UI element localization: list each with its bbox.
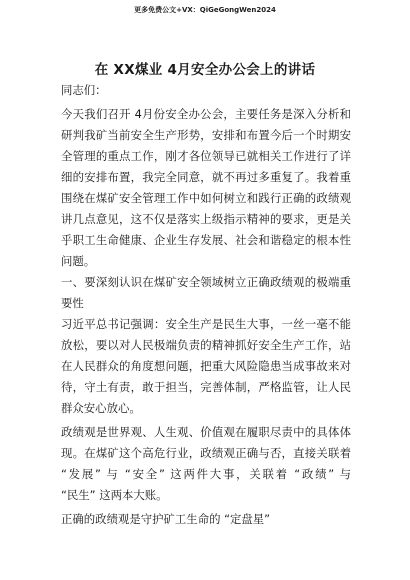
paragraph-line: 细的安排布置，我完全同意，就不再过多重复了。我着重 — [61, 170, 351, 184]
paragraph-line: 待，守土有责，敢于担当，完善体制，严格监管，让人民 — [61, 380, 351, 394]
paragraph-line: “发展” 与 “安全” 这两件大事，关联着 “政绩” 与 — [61, 467, 351, 481]
paragraph-line: 今天我们召开 4月份安全办公会，主要任务是深入分析和 — [61, 107, 351, 121]
paragraph-line: 问题。 — [61, 254, 96, 268]
section-heading: 一、要深刻认识在煤矿安全领域树立正确政绩观的极端重 — [61, 275, 351, 289]
paragraph-line: 放松，要以对人民极端负责的精神抓好安全生产工作，站 — [61, 338, 351, 352]
paragraph-line: 全管理的重点工作，刚才各位领导已就相关工作进行了详 — [61, 149, 351, 163]
paragraph-line: 讲几点意见，这不仅是落实上级指示精神的要求，更是关 — [61, 212, 351, 226]
greeting: 同志们： — [61, 83, 107, 97]
paragraph-line: 现。在煤矿这个高危行业，政绩观正确与否，直接关联着 — [61, 446, 351, 460]
paragraph-line: 习近平总书记强调：安全生产是民生大事，一丝一毫不能 — [61, 317, 351, 331]
paragraph-line: 围绕在煤矿安全管理工作中如何树立和践行正确的政绩观 — [61, 191, 351, 205]
subsection-heading: 正确的政绩观是守护矿工生命的 “定盘星” — [61, 512, 271, 526]
section-heading: 要性 — [61, 296, 84, 310]
paragraph-line: 政绩观是世界观、人生观、价值观在履职尽责中的具体体 — [61, 425, 351, 439]
paragraph-line: 乎职工生命健康、企业生存发展、社会和谐稳定的根本性 — [61, 233, 351, 247]
page-title: 在 XX煤业 4月安全办公会上的讲话 — [94, 62, 316, 78]
paragraph-line: 群众安心放心。 — [61, 401, 141, 415]
header-note: 更多免费公文+VX：QiGeGongWen2024 — [134, 6, 276, 14]
paragraph-line: 在人民群众的角度想问题，把重大风险隐患当成事故来对 — [61, 359, 351, 373]
paragraph-line: “民生” 这两本大账。 — [61, 488, 168, 502]
paragraph-line: 研判我矿当前安全生产形势，安排和布置今后一个时期安 — [61, 128, 351, 142]
